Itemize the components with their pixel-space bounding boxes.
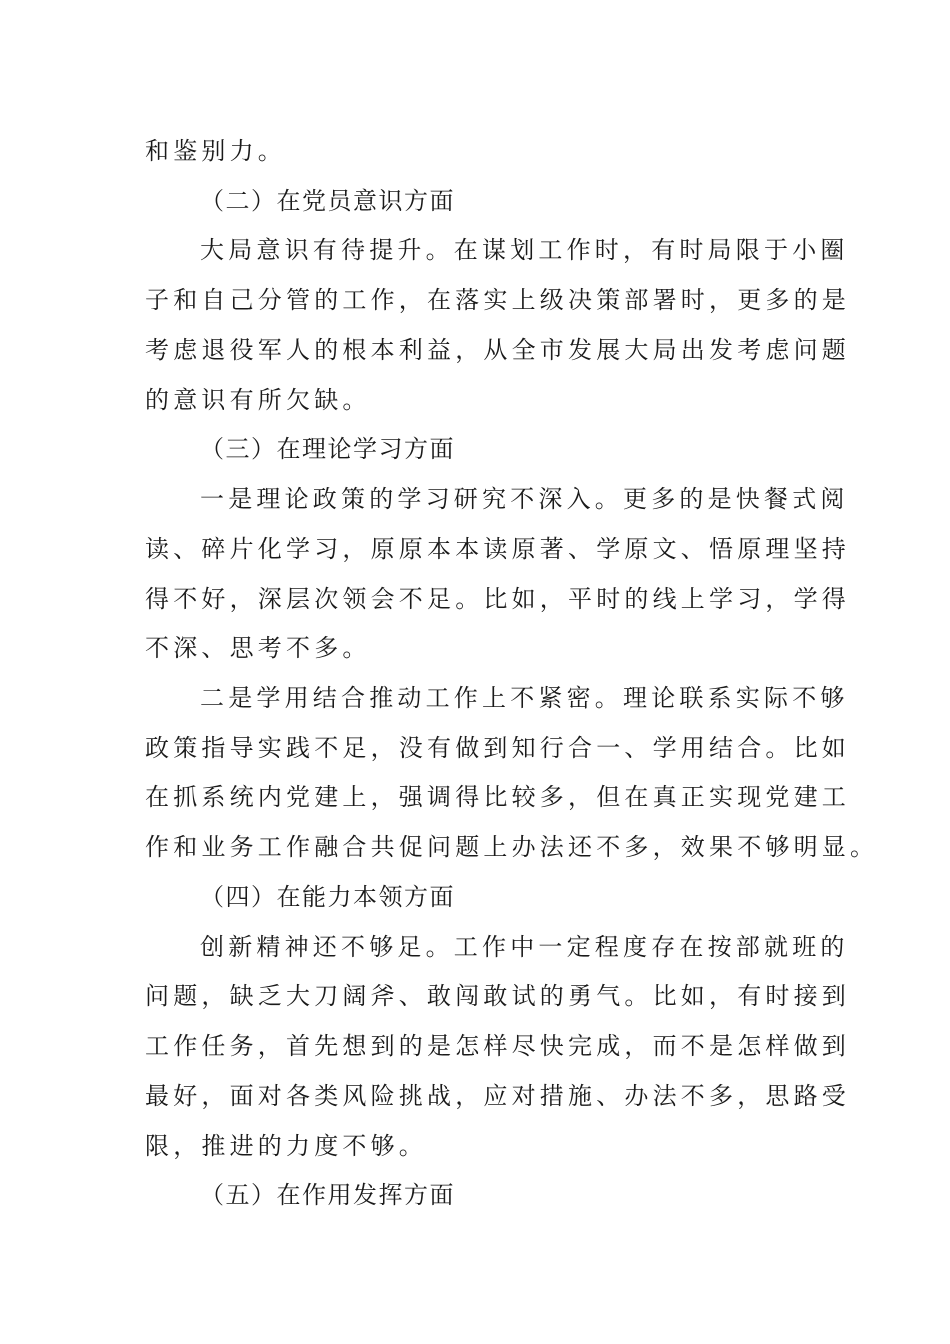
section-heading-role-play: （五）在作用发挥方面: [200, 1181, 455, 1209]
paragraph-line: 的意识有所欠缺。: [145, 386, 371, 414]
paragraph-line: 一是理论政策的学习研究不深入。更多的是快餐式阅: [200, 485, 849, 513]
paragraph-line: 工作任务，首先想到的是怎样尽快完成，而不是怎样做到: [145, 1032, 850, 1060]
paragraph-line: 子和自己分管的工作，在落实上级决策部署时，更多的是: [145, 286, 850, 314]
paragraph-continuation-line: 和鉴别力。: [145, 137, 286, 165]
paragraph-line: 问题，缺乏大刀阔斧、敢闯敢试的勇气。比如，有时接到: [145, 982, 850, 1010]
paragraph-line: 创新精神还不够足。工作中一定程度存在按部就班的: [200, 933, 849, 961]
paragraph-line: 最好，面对各类风险挑战，应对措施、办法不多，思路受: [145, 1082, 850, 1110]
paragraph-line: 大局意识有待提升。在谋划工作时，有时局限于小圈: [200, 236, 849, 264]
paragraph-line: 不深、思考不多。: [145, 634, 371, 662]
paragraph-line: 得不好，深层次领会不足。比如，平时的线上学习，学得: [145, 585, 850, 613]
paragraph-line: 考虑退役军人的根本利益，从全市发展大局出发考虑问题: [145, 336, 850, 364]
paragraph-line: 限，推进的力度不够。: [145, 1132, 427, 1160]
section-heading-party-awareness: （二）在党员意识方面: [200, 187, 455, 215]
paragraph-line: 政策指导实践不足，没有做到知行合一、学用结合。比如: [145, 734, 850, 762]
paragraph-line: 二是学用结合推动工作上不紧密。理论联系实际不够: [200, 684, 849, 712]
paragraph-line: 在抓系统内党建上，强调得比较多，但在真正实现党建工: [145, 783, 850, 811]
paragraph-line: 读、碎片化学习，原原本本读原著、学原文、悟原理坚持: [145, 535, 850, 563]
section-heading-ability: （四）在能力本领方面: [200, 883, 455, 911]
paragraph-line: 作和业务工作融合共促问题上办法还不多，效果不够明显。: [145, 833, 879, 861]
section-heading-theory-study: （三）在理论学习方面: [200, 435, 455, 463]
